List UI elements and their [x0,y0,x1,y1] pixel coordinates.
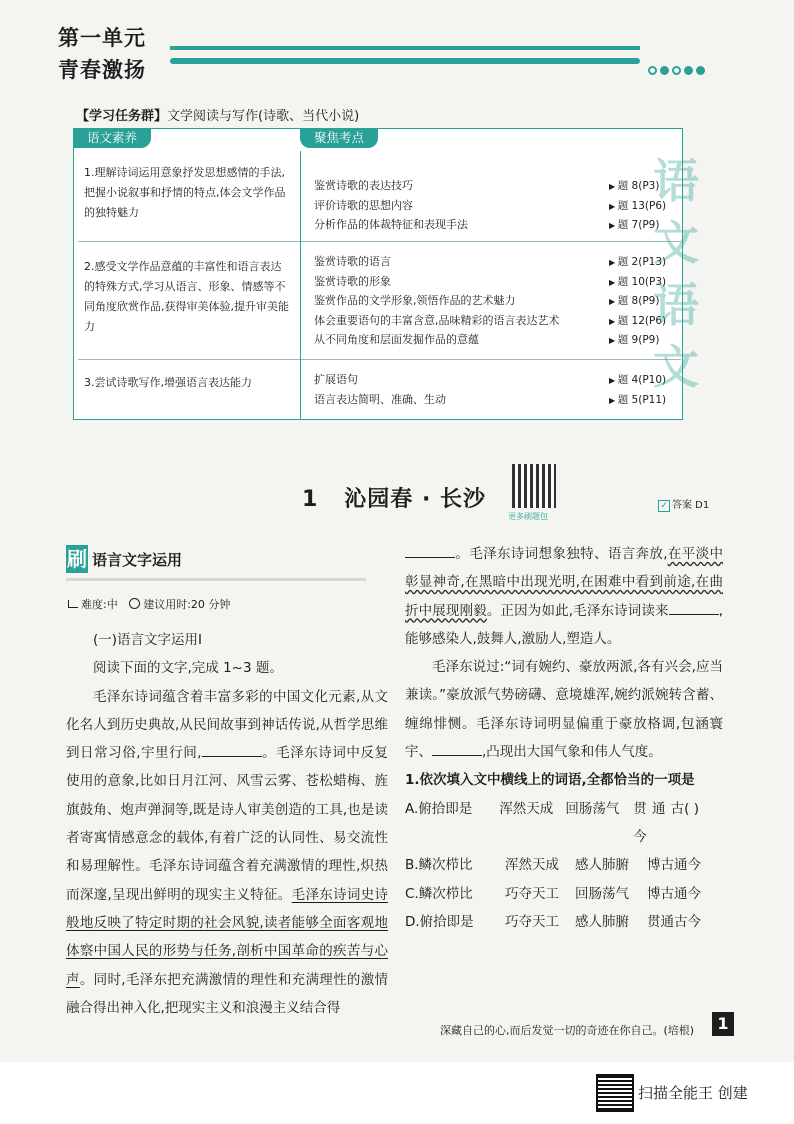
focus-group-3 [314,371,679,410]
literacy-2: 2.感受文学作品意蕴的丰富性和语言表达的特殊方式,学习从语言、形象、情感等不同角度欣赏作品,获得审美体验,提升审美能力 [84,260,289,333]
row-sep [301,359,681,360]
suggested-time: 建议用时:20 分钟 [143,598,231,611]
focus-ref: ▶ 题 10(P3) [609,273,679,293]
unit-theme: 青春激扬 [58,58,146,82]
page-number: 1 [712,1012,734,1036]
focus-point: 扩展语句 [314,373,358,386]
focus-ref: ▶ 题 9(P9) [609,331,679,351]
focus-point: 体会重要语句的丰富含意,品味精彩的语言表达艺术 [314,313,560,327]
exercise-meta [68,596,230,612]
focus-ref: ▶ 题 2(P13) [609,253,679,273]
row-sep [301,241,681,242]
difficulty-icon [68,600,78,608]
answer-paren[interactable]: ( ) [684,800,699,817]
header-dots [648,66,705,75]
section-underline [66,578,366,581]
row-sep [78,359,300,360]
section-heading [66,545,182,573]
question-1 [405,766,723,936]
option-c[interactable]: C.鳞次栉比 巧夺天工 回肠荡气 博古通今 [405,885,701,902]
option-b[interactable]: B.鳞次栉比 浑然天成 感人肺腑 博古通今 [405,857,701,874]
qr-code-icon[interactable] [512,464,556,508]
answer-text: 答案 D1 [672,500,710,511]
overview-table [73,128,683,420]
check-icon: ✓ [658,500,670,512]
focus-point: 语言表达简明、准确、生动 [314,392,446,406]
wavy-sentence: 在平淡中彰显神奇,在黑暗中出现光明,在困难中看到前途,在曲折中展现刚毅 [405,546,724,619]
focus-row [314,273,679,293]
side-watermark: 语文语文 [653,154,699,394]
unit-label: 第一单元 [58,26,146,50]
focus-point: 从不同角度和层面发掘作品的意蕴 [314,333,479,346]
focus-row [314,331,679,351]
focus-row [314,391,679,411]
passage-instruction: 阅读下面的文字,完成 1~3 题。 [93,660,283,677]
blank-2 [405,543,455,558]
tab-focus: 聚焦考点 [300,128,378,148]
option-a[interactable]: A.俯拾即是 浑然天成 回肠荡气 贯通古今 [405,800,685,845]
focus-group-2 [314,253,679,351]
difficulty: 难度:中 [81,598,118,611]
focus-ref: ▶ 题 5(P11) [609,391,679,411]
underlined-sentence: 毛泽东诗词史诗般地反映了特定时期的社会风貌,读者能够全面客观地体察中国人民的形势与任务,剖析中国革命的疾苦与心声 [66,886,389,988]
section-title: 语言文字运用 [92,550,183,569]
blank-3 [669,600,719,615]
passage-subheading: (一)语言文字运用Ⅰ [93,632,203,648]
focus-row [314,253,679,273]
blank-1 [202,742,262,757]
focus-group-1 [314,177,679,236]
focus-point: 评价诗歌的思想内容 [314,198,413,212]
blank-4 [432,741,482,756]
literacy-1: 1.理解诗词运用意象抒发思想感情的手法,把握小说叙事和抒情的特点,体会文学作品的独特魅力 [84,166,286,219]
question-stem: 1.依次填入文中横线上的词语,全都恰当的一项是 [405,772,695,789]
focus-point: 鉴赏诗歌的表达技巧 [314,179,413,192]
focus-ref: ▶ 题 4(P10) [609,371,679,391]
footer-quote: 深藏自己的心,而后发觉一切的奇迹在你自己。(培根) [440,1024,695,1037]
focus-point: 鉴赏诗歌的形象 [314,274,391,288]
focus-ref: ▶ 题 13(P6) [609,197,679,217]
focus-ref: ▶ 题 7(P9) [609,216,679,236]
passage-continuation: 。毛泽东诗词想象独特、语言奔放,在平淡中彰显神奇,在黑暗中出现光明,在困难中看到前途,在曲折中展现刚毅。正因为如此,毛泽东诗词读来 ,能够感染人,鼓舞人,激励人,塑造人。 [405,540,723,653]
header-bar [170,58,640,64]
task-group-line [76,105,359,124]
option-d[interactable]: D.俯拾即是 巧夺天工 感人肺腑 贯通古今 [405,913,701,930]
focus-point: 鉴赏诗歌的语言 [314,255,391,268]
literacy-3: 3.尝试诗歌写作,增强语言表达能力 [84,376,252,389]
row-sep [78,241,300,242]
column-divider [300,151,301,419]
focus-row [314,292,679,312]
focus-ref: ▶ 题 12(P6) [609,312,679,332]
unit-header [58,22,146,84]
focus-row [314,216,679,236]
task-group-label: 【学习任务群】 [76,109,168,124]
passage-paragraph-1: 毛泽东诗词蕴含着丰富多彩的中国文化元素,从文化名人到历史典故,从民间故事到神话传说,从哲学思维到日常习俗,宇里行间, 。毛泽东诗词中反复使用的意象,比如日月江河、风雪云雾、苍松蜡梅、旌旗鼓角、炮声弹洞等,既是诗人审美创造的工具,也是读者寄寓情感意念的载体,有着广泛的认同性、易交流性和易理解性。毛泽东诗词蕴含着充满激情的理性,炽热而深邃,呈现出鲜明的现实主义特征。毛泽东诗词史诗般地反映了特定时期的社会风貌,读者能够全面客观地体察中国人民的形势与任务,剖析中国革命的疾苦与心声。同时,毛泽东把充满激情的理性和充满理性的激情融合得出神入化,把现实主义和浪漫主义结合得 [66,688,389,1016]
focus-row [314,371,679,391]
section-badge: 刷 [67,547,87,571]
scanner-label: 扫描全能王 创建 [638,1084,748,1102]
passage-right [405,540,723,936]
focus-row [314,312,679,332]
task-group-text: 文学阅读与写作(诗歌、当代小说) [167,109,360,124]
focus-row [314,197,679,217]
scanner-qr-icon [596,1074,634,1112]
clock-icon [129,598,140,609]
header-rule [170,46,640,50]
focus-ref: ▶ 题 8(P3) [609,177,679,197]
focus-row [314,177,679,197]
passage-left [66,626,388,1022]
focus-point: 鉴赏作品的文学形象,领悟作品的艺术魅力 [314,294,516,307]
lesson-title [302,482,486,513]
passage-paragraph-2: 毛泽东说过:“词有婉约、豪放两派,各有兴会,应当兼读。”豪放派气势磅礴、意境雄浑,婉约派婉转含蓄、缠绵悱恻。毛泽东诗词明显偏重于豪放格调,包涵寰宇、 ,凸现出大国气象和伟人气度。 [405,659,723,761]
qr-label: 更多刷题包 [508,512,548,521]
answer-ref [658,496,709,512]
tab-literacy: 语文素养 [73,128,151,148]
focus-point: 分析作品的体裁特征和表现手法 [314,218,468,231]
lesson-name: 沁园春 · 长沙 [344,487,486,512]
lesson-number: 1 [302,487,319,512]
focus-ref: ▶ 题 8(P9) [609,292,679,312]
